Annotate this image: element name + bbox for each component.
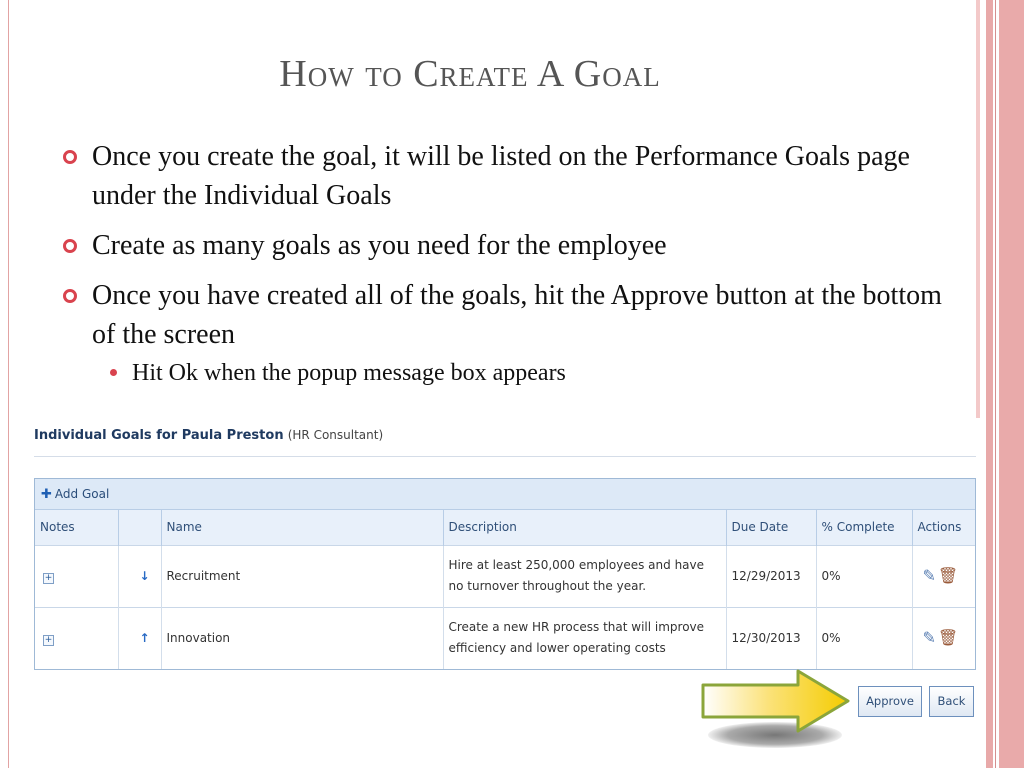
arrow-down-icon[interactable]: ↓	[139, 568, 150, 583]
slide-title: How to Create A Goal	[279, 53, 661, 95]
bullet-ring-icon	[63, 150, 77, 164]
expand-notes-icon[interactable]: +	[44, 634, 53, 645]
column-header-description[interactable]: Description	[443, 510, 726, 545]
column-header-actions: Actions	[912, 510, 975, 545]
employee-role: (HR Consultant)	[287, 428, 384, 442]
sub-bullet-text: Hit Ok when the popup message box appears	[132, 360, 566, 386]
goals-heading	[34, 428, 383, 443]
divider	[34, 456, 976, 457]
goals-heading-name: Individual Goals for Paula Preston	[34, 428, 284, 443]
column-header-order	[118, 510, 161, 545]
bullet-text: Once you create the goal, it will be listed on the Performance Goals page under the Individual Goals	[92, 141, 910, 211]
expand-notes-icon[interactable]: +	[44, 572, 53, 583]
bullet-text: Once you have created all of the goals, hit the Approve button at the bottom of the screen	[92, 280, 942, 350]
column-header-name[interactable]: Name	[161, 510, 443, 545]
goal-name: Recruitment	[161, 545, 443, 607]
add-goal-label: Add Goal	[54, 487, 110, 501]
goals-table	[35, 510, 975, 669]
add-goal-button[interactable]	[41, 487, 109, 501]
plus-icon: ✚	[41, 487, 52, 502]
arrow-up-icon[interactable]: ↑	[139, 630, 150, 645]
goal-due-date: 12/29/2013	[726, 545, 816, 607]
delete-icon[interactable]: 🗑	[937, 565, 959, 585]
right-decor-band	[999, 0, 1024, 768]
bullet-text: Create as many goals as you need for the employee	[92, 230, 667, 261]
sub-bullet-dot-icon	[110, 369, 117, 376]
delete-icon[interactable]: 🗑	[937, 627, 959, 647]
column-header-complete[interactable]: % Complete	[816, 510, 912, 545]
goal-complete: 0%	[816, 607, 912, 669]
sub-bullet-item	[62, 359, 942, 387]
edit-icon[interactable]: ✎	[922, 565, 936, 585]
callout-arrow-icon	[700, 668, 852, 734]
approve-button[interactable]: Approve	[858, 686, 922, 717]
goal-description: Create a new HR process that will improve efficiency and lower operating costs	[443, 607, 726, 669]
bullet-item	[62, 226, 942, 265]
bullet-item	[62, 276, 942, 354]
bullet-ring-icon	[63, 239, 77, 253]
add-goal-bar	[35, 479, 975, 510]
column-header-notes[interactable]: Notes	[35, 510, 118, 545]
table-header-row	[35, 510, 975, 545]
goal-name: Innovation	[161, 607, 443, 669]
edit-icon[interactable]: ✎	[922, 627, 936, 647]
left-border-line	[8, 0, 9, 768]
right-decor-line	[995, 0, 996, 768]
bullet-ring-icon	[63, 289, 77, 303]
goal-description: Hire at least 250,000 employees and have no turnover throughout the year.	[443, 545, 726, 607]
right-decor-band	[986, 0, 993, 768]
table-row	[35, 545, 975, 607]
column-header-due-date[interactable]: Due Date	[726, 510, 816, 545]
goal-complete: 0%	[816, 545, 912, 607]
back-button[interactable]: Back	[929, 686, 974, 717]
table-row	[35, 607, 975, 669]
goal-due-date: 12/30/2013	[726, 607, 816, 669]
bullet-list	[62, 137, 942, 387]
goals-grid	[34, 478, 976, 670]
bullet-item	[62, 137, 942, 215]
